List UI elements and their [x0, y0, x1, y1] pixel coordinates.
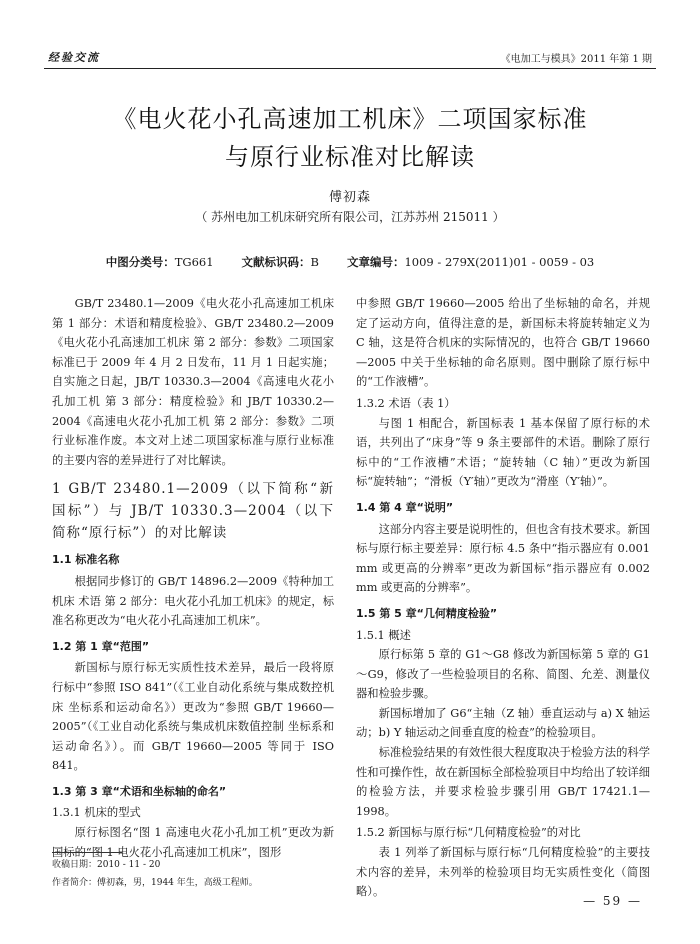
section-1-5-2-heading: 1.5.2 新国标与原行标“几何精度检验”的对比	[356, 826, 581, 840]
intro-paragraph: GB/T 23480.1—2009《电火花小孔高速加工机床 第 1 部分：术语和精度检验》、GB/T 23480.2—2009《电火花小孔高速加工机床 第 2 部分：参数》二项国家标准已于 2009 年 4 月 2 日发布，11 月 1 日起实施；自实施之日起，JB/T 10330.3—2004《高速电火花小孔加工机 第 3 部分：精度检验》和 JB/T 10330.2—2004《高速电火花小孔加工机 第 2 部分：参数》二项行业标准作废。本文对上述二项国家标准与原行业标准的主要内容的差异进行了对比解读。	[52, 297, 334, 467]
right-column	[356, 294, 650, 902]
section-1-1-heading: 1.1 标准名称	[52, 553, 120, 567]
section-1-4-text: 这部分内容主要是说明性的，但也含有技术要求。新国标与原行标主要差异：原行标 4.5 条中“指示器应有 0.001 mm 或更高的分辨率”更改为新国标“指示器应有 0.002 mm 或更高的分辨率”。	[356, 522, 650, 595]
continued-paragraph: 中参照 GB/T 19660—2005 给出了坐标轴的命名，并规定了运动方向，值得注意的是，新国标未将旋转轴定义为 C 轴，这是符合机床的实际情况的，也符合 GB/T 19660—2005 中关于坐标轴的命名原则。图中删除了原行标中的“工作液槽”。	[356, 297, 650, 389]
section-1-2-text: 新国标与原行标无实质性技术差异，最后一段将原行标中“参照 ISO 841”（《工业自动化系统与集成数控机床 坐标系和运动命名》）更改为“参照 GB/T 19660—2005”（《工业自动化系统与集成机床数值控制 坐标系和运动命名》）。而 GB/T 19660—2005 等同于 ISO 841。	[52, 661, 334, 773]
footnote-divider	[52, 852, 122, 853]
section-1-5-1-heading: 1.5.1 概述	[356, 628, 411, 642]
section-1-5-1-paragraph-1: 原行标第 5 章的 G1～G8 修改为新国标第 5 章的 G1～G9，修改了一些检验项目的名称、简图、允差、测量仪器和检验步骤。	[356, 648, 650, 701]
article-title	[40, 100, 660, 176]
section-1-5-1-paragraph-3: 标准检验结果的有效性很大程度取决于检验方法的科学性和可操作性，故在新国标全部检验项目中均给出了较详细的检验方法，并要求检验步骤引用 GB/T 17421.1—1998。	[356, 746, 650, 818]
section-1-1-text: 根据同步修订的 GB/T 14896.2—2009《特种加工机床 术语 第 2 部分：电火花小孔加工机床》的规定，标准名称更改为“电火花小孔高速加工机床”。	[52, 574, 334, 628]
left-column	[52, 294, 334, 862]
journal-issue: 《电加工与模具》2011 年第 1 期	[500, 54, 652, 65]
section-1-2-heading: 1.2 第 1 章“范围”	[52, 639, 150, 653]
section-1-3-2-heading: 1.3.2 术语（表 1）	[356, 396, 456, 410]
section-1-heading: 1 GB/T 23480.1—2009（以下简称“新国标”）与 JB/T 10330.3—2004（以下简称“原行标”）的对比解读	[52, 481, 334, 542]
section-1-5-heading: 1.5 第 5 章“几何精度检验”	[356, 606, 498, 620]
title-line-1: 《电火花小孔高速加工机床》二项国家标准	[112, 105, 588, 133]
section-1-3-heading: 1.3 第 3 章“术语和坐标轴的命名”	[52, 784, 227, 798]
affiliation: （ 苏州电加工机床研究所有限公司，江苏苏州 215011 ）	[195, 210, 505, 224]
section-1-4-heading: 1.4 第 4 章“说明”	[356, 500, 454, 514]
title-line-2: 与原行业标准对比解读	[225, 143, 475, 171]
classification-line	[60, 254, 640, 270]
running-header	[44, 48, 656, 69]
clc-number: 中图分类号：TG661	[105, 255, 214, 269]
received-date: 收稿日期：2010 - 11 - 20	[52, 860, 161, 870]
author-bio: 作者简介：傅初森，男，1944 年生，高级工程师。	[52, 878, 258, 888]
page-number: — 59 —	[583, 894, 642, 908]
section-1-5-1-paragraph-2: 新国标增加了 G6“主轴（Z 轴）垂直运动与 a) X 轴运动；b) Y 轴运动之间垂直度的检查”的检验项目。	[356, 706, 650, 740]
author-name: 傅初森	[328, 190, 371, 205]
section-1-3-1-heading: 1.3.1 机床的型式	[52, 806, 141, 820]
document-code: 文献标识码：B	[241, 255, 319, 269]
section-label: 经验交流	[48, 51, 100, 64]
article-number: 文章编号：1009 - 279X(2011)01 - 0059 - 03	[346, 255, 595, 269]
section-1-3-2-text: 与图 1 相配合，新国标表 1 基本保留了原行标的术语，共列出了“床身”等 9 条主要部件的术语。删除了原行标中的“工作液槽”术语；“旋转轴（C 轴）”更改为新国标“旋转轴”；“滑板（Y′轴）”更改为“滑座（Y′轴）”。	[356, 416, 650, 489]
section-1-5-2-text: 表 1 列举了新国标与原行标“几何精度检验”的主要技术内容的差异，未列举的检验项目均无实质性变化（简图略）。	[356, 846, 650, 899]
section-1-3-1-text: 原行标图名“图 1 高速电火花小孔加工机”更改为新国标的“图 1 电火花小孔高速加工机床”，图形	[52, 826, 334, 859]
